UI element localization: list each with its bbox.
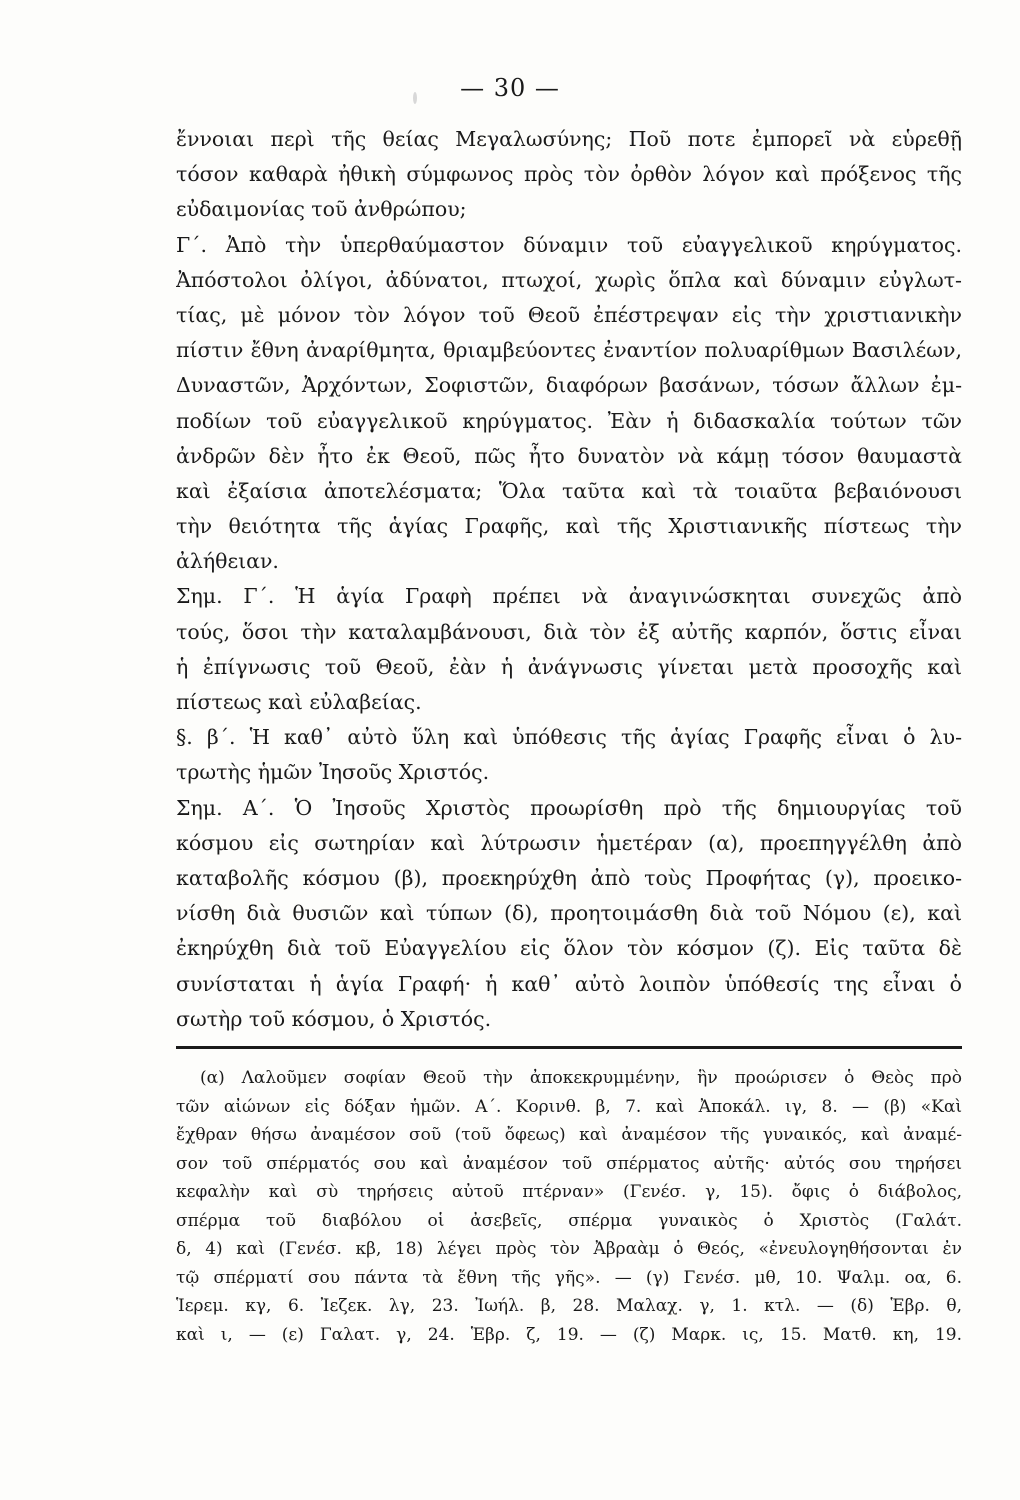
body-line: ἀνδρῶν δὲν ἦτο ἐκ Θεοῦ, πῶς ἦτο δυνατὸν νὰ κάμῃ τόσον θαυμαστὰ <box>176 443 962 468</box>
body-line: ποδίων τοῦ εὐαγγελικοῦ κηρύγματος. Ἐὰν ἡ διδασκαλία τούτων τῶν <box>176 408 962 433</box>
body-line: συνίσταται ἡ ἁγία Γραφή· ἡ καθ᾽ αὐτὸ λοιπὸν ὑπόθεσίς της εἶναι ὁ <box>176 971 962 996</box>
body-line: τούς, ὅσοι τὴν καταλαμβάνουσι, διὰ τὸν ἐξ αὐτῆς καρπόν, ὅστις εἶναι <box>176 619 962 644</box>
body-line: εὐδαιμονίας τοῦ ἀνθρώπου; <box>176 197 467 222</box>
body-line: Σημ. Γ΄. Ἡ ἁγία Γραφὴ πρέπει νὰ ἀναγινώσκηται συνεχῶς ἀπὸ <box>176 584 962 609</box>
footnote-line: τῷ σπέρματί σου πάντα τὰ ἔθνη τῆς γῆς». — (γ) Γενέσ. μθ, 10. Ψαλμ. οα, 6. <box>176 1267 962 1288</box>
footnote-line: καὶ ι, — (ε) Γαλατ. γ, 24. Ἑβρ. ζ, 19. — (ζ) Μαρκ. ις, 15. Ματθ. κη, 19. <box>176 1324 962 1345</box>
body-line: καὶ ἐξαίσια ἀποτελέσματα; Ὅλα ταῦτα καὶ τὰ τοιαῦτα βεβαιόνουσι <box>176 478 962 503</box>
body-line: πίστιν ἔθνη ἀναρίθμητα, θριαμβεύοντες ἐναντίον πολυαρίθμων Βασιλέων, <box>176 338 962 363</box>
body-text <box>176 122 962 1037</box>
body-line: ἀλήθειαν. <box>176 549 279 574</box>
body-line: νίσθη διὰ θυσιῶν καὶ τύπων (δ), προητοιμάσθη διὰ τοῦ Νόμου (ε), καὶ <box>176 901 962 926</box>
body-line: τὴν θειότητα τῆς ἁγίας Γραφῆς, καὶ τῆς Χριστιανικῆς πίστεως τὴν <box>176 514 962 539</box>
body-line: Δυναστῶν, Ἀρχόντων, Σοφιστῶν, διαφόρων βασάνων, τόσων ἄλλων ἐμ- <box>176 373 962 398</box>
page-number: — 30 — <box>460 74 560 102</box>
section-heading-line: τρωτὴς ἡμῶν Ἰησοῦς Χριστός. <box>176 760 490 785</box>
footnote-line: Ἱερεμ. κγ, 6. Ἰεζεκ. λγ, 23. Ἰωήλ. β, 28. Μαλαχ. γ, 1. κτλ. — (δ) Ἑβρ. θ, <box>176 1296 962 1316</box>
footnote-line: τῶν αἰώνων εἰς δόξαν ἡμῶν. Α΄. Κορινθ. β, 7. καὶ Ἀποκάλ. ιγ, 8. — (β) «Καὶ <box>176 1096 962 1117</box>
footnotes <box>176 1064 962 1349</box>
footnote-line: (α) Λαλοῦμεν σοφίαν Θεοῦ τὴν ἀποκεκρυμμένην, ἣν προώρισεν ὁ Θεὸς πρὸ <box>200 1068 962 1088</box>
footnote-line: δ, 4) καὶ (Γενέσ. κβ, 18) λέγει πρὸς τὸν Ἀβραὰμ ὁ Θεός, «ἐνευλογηθήσονται ἐν <box>176 1239 962 1259</box>
body-line: πίστεως καὶ εὐλαβείας. <box>176 690 422 714</box>
body-line: καταβολῆς κόσμου (β), προεκηρύχθη ἀπὸ τοὺς Προφήτας (γ), προεικο- <box>176 865 962 890</box>
body-line: ἔννοιαι περὶ τῆς θείας Μεγαλωσύνης; Ποῦ ποτε ἐμπορεῖ νὰ εὑρεθῇ <box>176 127 962 151</box>
footnote-divider <box>176 1046 962 1049</box>
body-line: σωτὴρ τοῦ κόσμου, ὁ Χριστός. <box>176 1006 492 1031</box>
body-line: τόσον καθαρὰ ἠθικὴ σύμφωνος πρὸς τὸν ὀρθὸν λόγον καὶ πρόξενος τῆς <box>176 162 962 187</box>
body-line: Ἀπόστολοι ὀλίγοι, ἀδύνατοι, πτωχοί, χωρὶς ὅπλα καὶ δύναμιν εὐγλωτ- <box>176 267 962 292</box>
body-line: κόσμου εἰς σωτηρίαν καὶ λύτρωσιν ἡμετέραν (α), προεπηγγέλθη ἀπὸ <box>176 830 962 855</box>
body-line: Γ΄. Ἀπὸ τὴν ὑπερθαύμαστον δύναμιν τοῦ εὐαγγελικοῦ κηρύγματος. <box>176 232 962 257</box>
section-heading-line: §. β΄. Ἡ καθ᾽ αὐτὸ ὕλη καὶ ὑπόθεσις τῆς ἁγίας Γραφῆς εἶναι ὁ λυ- <box>176 725 962 750</box>
footnote-line: ἔχθραν θήσω ἀναμέσον σοῦ (τοῦ ὄφεως) καὶ ἀναμέσον τῆς γυναικός, καὶ ἀναμέ- <box>176 1125 962 1145</box>
footnote-line: κεφαλὴν καὶ σὺ τηρήσεις αὐτοῦ πτέρναν» (Γενέσ. γ, 15). ὄφις ὁ διάβολος, <box>176 1182 962 1202</box>
footnote-line: σπέρμα τοῦ διαβόλου οἱ ἀσεβεῖς, σπέρμα γυναικὸς ὁ Χριστὸς (Γαλάτ. <box>176 1210 962 1231</box>
body-line: ἐκηρύχθη διὰ τοῦ Εὐαγγελίου εἰς ὅλον τὸν κόσμον (ζ). Εἰς ταῦτα δὲ <box>176 936 962 961</box>
body-line: ἡ ἐπίγνωσις τοῦ Θεοῦ, ἐὰν ἡ ἀνάγνωσις γίνεται μετὰ προσοχῆς καὶ <box>176 654 962 679</box>
body-line: τίας, μὲ μόνον τὸν λόγον τοῦ Θεοῦ ἐπέστρεψαν εἰς τὴν χριστιανικὴν <box>176 302 962 327</box>
footnote-line: σον τοῦ σπέρματός σου καὶ ἀναμέσον τοῦ σπέρματος αὐτῆς· αὐτός σου τηρήσει <box>176 1153 962 1174</box>
body-line: Σημ. Α΄. Ὁ Ἰησοῦς Χριστὸς προωρίσθη πρὸ τῆς δημιουργίας τοῦ <box>176 795 962 820</box>
